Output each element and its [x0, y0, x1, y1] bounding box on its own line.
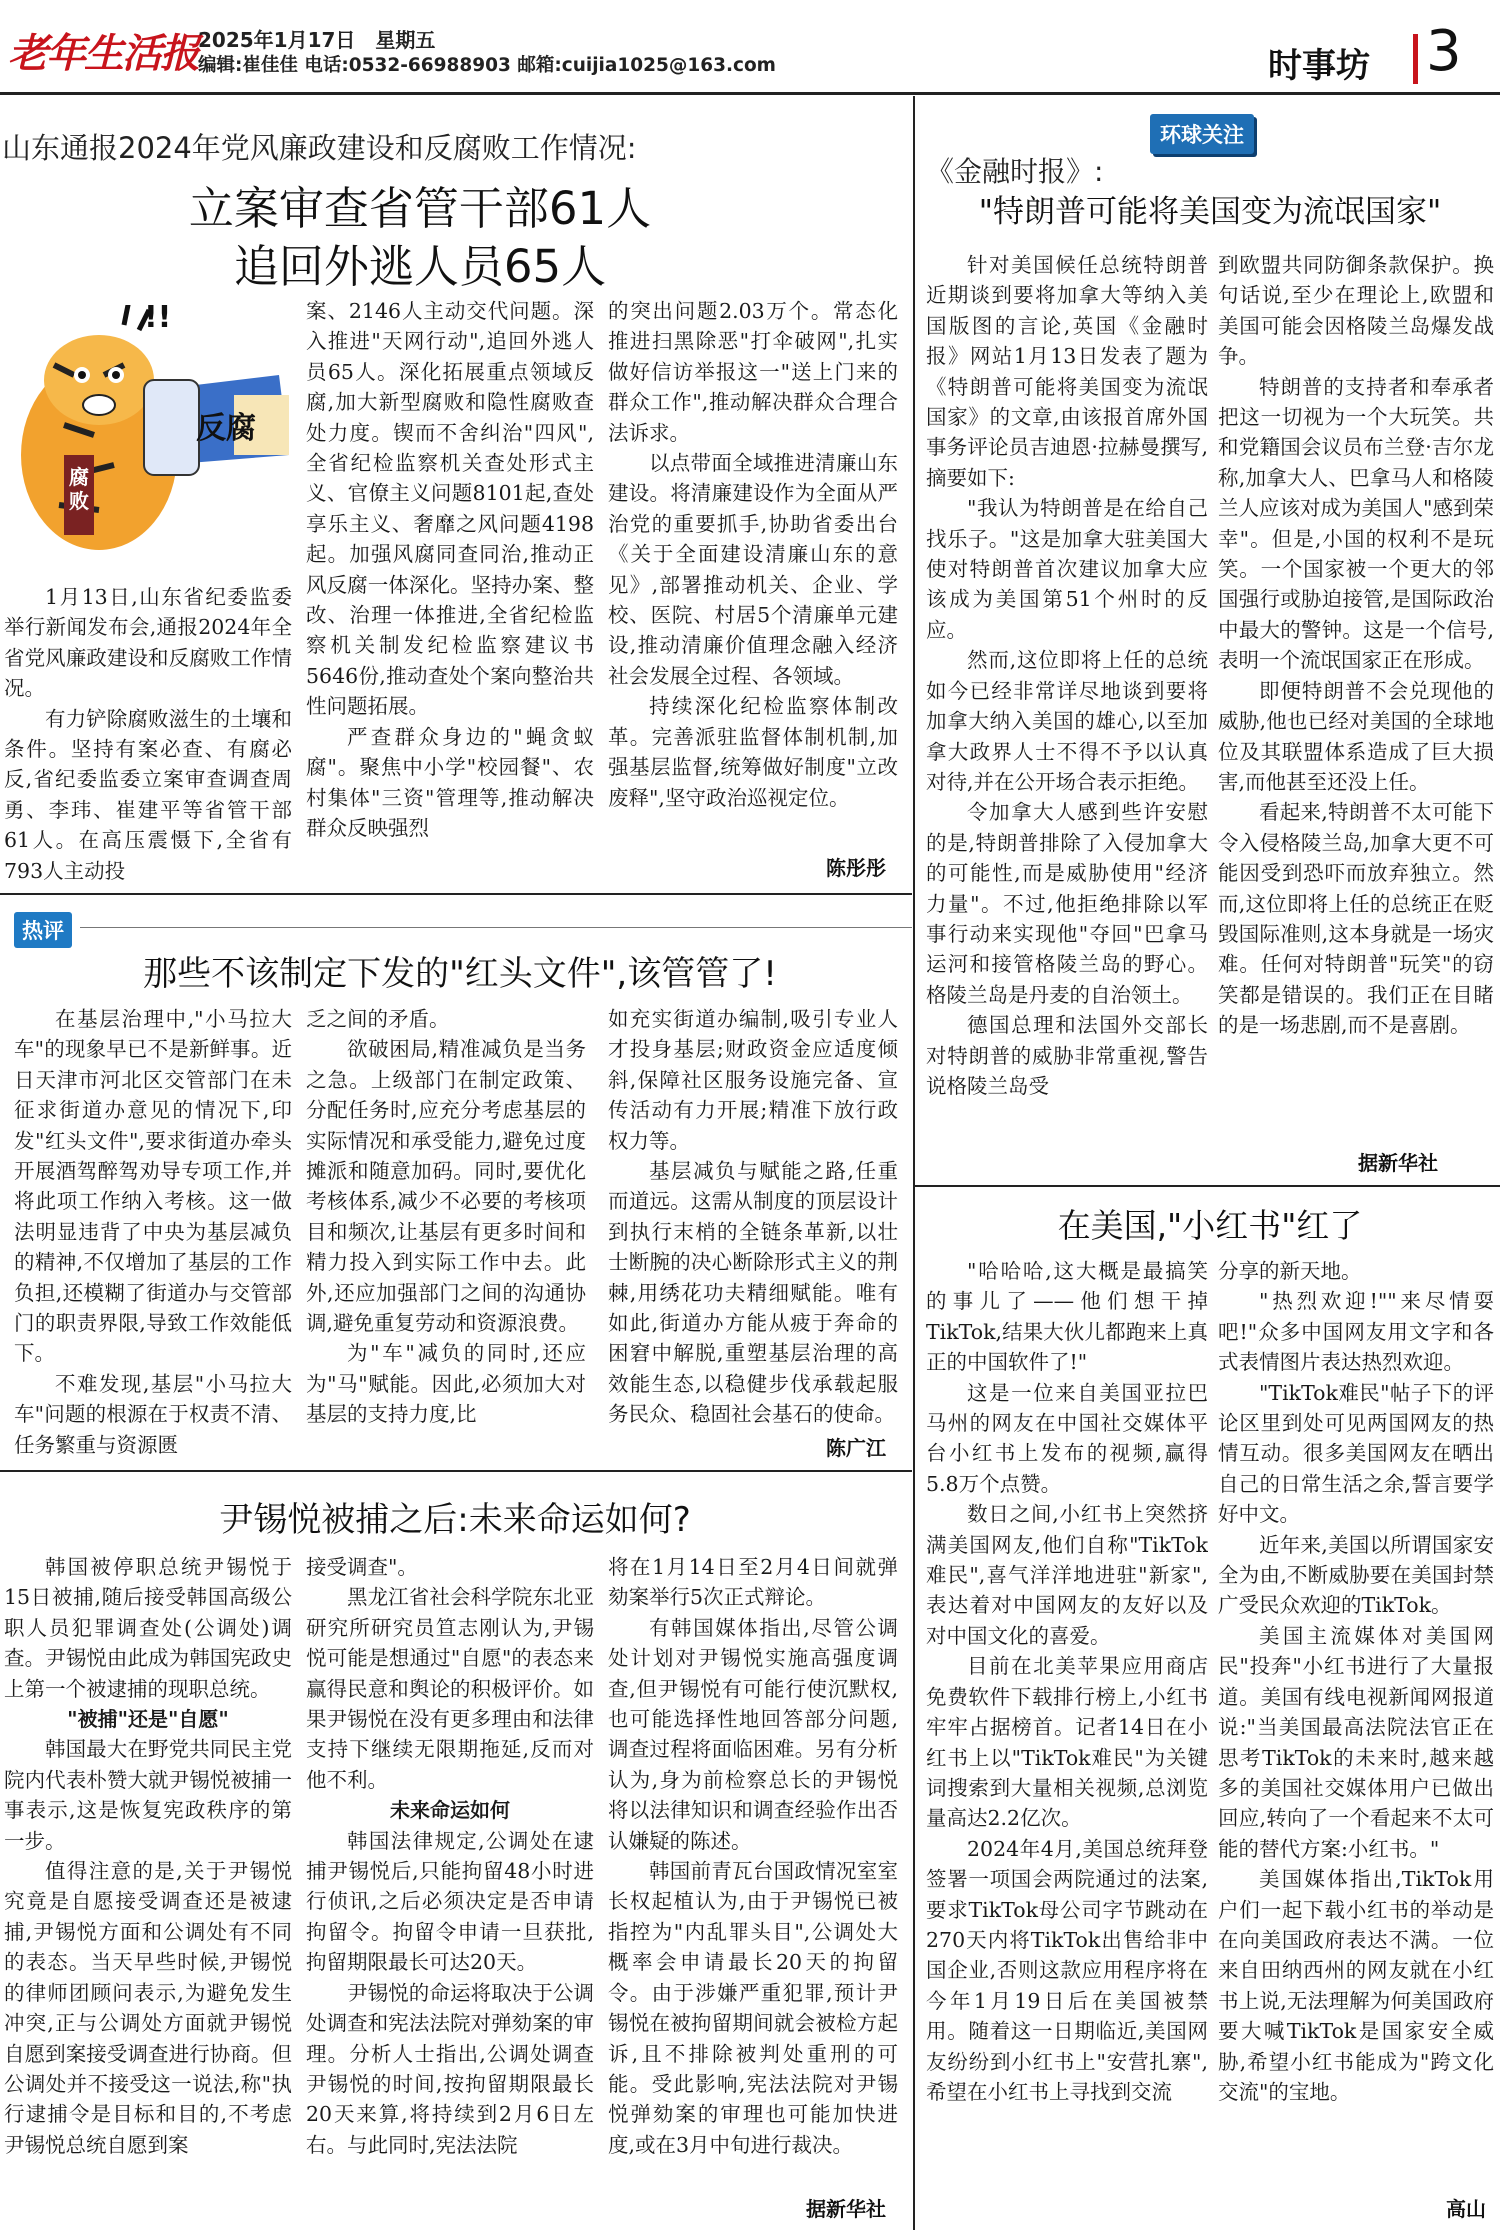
paragraph: 黑龙江省社会科学院东北亚研究所研究员笪志刚认为,尹锡悦可能是想通过"自愿"的表态来赢得民意和舆论的积极评价。如果尹锡悦在没有更多理由和法律支持下继续无限期拖延,反而对他不利。 — [306, 1585, 594, 1792]
article1-headline-2: 追回外逃人员65人 — [233, 240, 607, 293]
paragraph: 美国媒体指出,TikTok用户们一起下载小红书的举动是在向美国政府表达不满。一位来自田纳西州的网友就在小红书上说,无法理解为何美国政府要大喊TikTok是国家安全威胁,希望小红书能成为"跨文化交流"的宝地。 — [1218, 1867, 1494, 2104]
paragraph: 乏之间的矛盾。 — [306, 1007, 450, 1031]
paragraph: 德国总理和法国外交部长对特朗普的威胁非常重视,警告说格陵兰岛受 — [926, 1013, 1208, 1098]
article2-col2 — [306, 1004, 586, 1462]
rule-left-2 — [0, 1470, 912, 1472]
rule-left-1 — [0, 893, 912, 895]
article4-kicker: 《金融时报》: — [926, 155, 1104, 188]
paragraph: 在基层治理中,"小马拉大车"的现象早已不是新鲜事。近日天津市河北区交管部门在未征求街道办意见的情况下,印发"红头文件",要求街道办牵头开展酒驾醉驾劝导专项工作,并将此项工作纳入考核。这一做法明显违背了中央为基层减负的精神,不仅增加了基层的工作负担,还模糊了街道办与交管部门的职责界限,导致工作效能低下。 — [14, 1007, 292, 1366]
article3-byline: 据新华社 — [800, 2193, 886, 2222]
section-divider — [1413, 34, 1418, 84]
paragraph: 韩国法律规定,公调处在逮捕尹锡悦后,只能拘留48小时进行侦讯,之后必须决定是否申请拘留令。拘留令申请一旦获批,拘留期限最长可达20天。 — [306, 1828, 594, 1975]
article2-tag: 热评 — [14, 912, 72, 948]
article1-col3 — [608, 296, 898, 888]
article2-col1 — [14, 1004, 292, 1462]
masthead-rule — [0, 92, 1500, 95]
paragraph: 特朗普的支持者和奉承者把这一切视为一个大玩笑。共和党籍国会议员布兰登·吉尔龙称,加拿大人、巴拿马人和格陵兰人应该对成为美国人"感到荣幸"。但是,小国的权利不是玩笑。一个国家被一个更大的邻国强行或胁迫接管,是国际政治中最大的警钟。这是一个信号,表明一个流氓国家正在形成。 — [1218, 374, 1494, 673]
article4-byline: 据新华社 — [1352, 1147, 1438, 1176]
paragraph: 以点带面全域推进清廉山东建设。将清廉建设作为全面从严治党的重要抓手,协助省委出台《关于全面建设清廉山东的意见》,部署推动机关、企业、学校、医院、村居5个清廉单元建设,推动清廉价值理念融入经济社会发展全过程、各领域。 — [608, 451, 898, 688]
article4-col2 — [1218, 250, 1494, 1180]
article1-kicker: 山东通报2024年党风廉政建设和反腐败工作情况: — [2, 131, 637, 165]
article3-col3 — [608, 1552, 898, 2224]
paragraph: 的突出问题2.03万个。常态化推进扫黑除恶"打伞破网",扎实做好信访举报这一"送上门来的群众工作",推动解决群众合理合法诉求。 — [608, 299, 898, 445]
masthead-date: 2025年1月17日 星期五 — [198, 28, 436, 52]
paragraph: "哈哈哈,这大概是最搞笑的事儿了——他们想干掉TikTok,结果大伙儿都跑来上真正的中国软件了!" — [926, 1259, 1208, 1375]
paragraph: 这是一位来自美国亚拉巴马州的网友在中国社交媒体平台小红书上发布的视频,赢得5.8万个点赞。 — [926, 1380, 1208, 1496]
paragraph: 为"车"减负的同时,还应为"马"赋能。因此,必须加大对基层的支持力度,比 — [306, 1341, 586, 1427]
article4-col1 — [926, 250, 1208, 1180]
article1-col2 — [306, 296, 594, 888]
paragraph: 有力铲除腐败滋生的土壤和条件。坚持有案必查、有腐必反,省纪委监委立案审查调查周勇、李玮、崔建平等省管干部61人。在高压震慑下,全省有793人主动投 — [4, 706, 292, 883]
main-column-divider — [913, 96, 915, 2230]
article5-col2 — [1218, 1256, 1494, 2224]
paragraph: 不难发现,基层"小马拉大车"问题的根源在于权责不清、任务繁重与资源匮 — [14, 1371, 292, 1457]
paragraph: 美国主流媒体对美国网民"投奔"小红书进行了大量报道。美国有线电视新闻网报道说:"当美国最高法院法官正在思考TikTok的未来时,越来越多的美国社交媒体用户已做出回应,转向了一个看起来不太可能的替代方案:小红书。" — [1218, 1623, 1494, 1861]
paragraph: 然而,这位即将上任的总统如今已经非常详尽地谈到要将加拿大纳入美国的雄心,以至加拿大政界人士不得不予以认真对待,并在公开场合表示拒绝。 — [926, 648, 1208, 794]
paragraph: 韩国最大在野党共同民主党院内代表朴赞大就尹锡悦被捕一事表示,这是恢复宪政秩序的第一步。 — [4, 1737, 292, 1853]
paragraph: 尹锡悦的命运将取决于公调处调查和宪法法院对弹劾案的审理。分析人士指出,公调处调查尹锡悦的时间,按拘留期限最长20天来算,将持续到2月6日左右。与此同时,宪法法院 — [306, 1980, 594, 2157]
paragraph: 2024年4月,美国总统拜登签署一项国会两院通过的法案,要求TikTok母公司字节跳动在270天内将TikTok出售给非中国企业,否则这款应用程序将在今年1月19日后在美国被禁用。随着这一日期临近,美国网友纷纷到小红书上"安营扎寨",希望在小红书上寻找到交流 — [926, 1836, 1208, 2104]
masthead-logo: 老年生活报 — [8, 31, 198, 77]
article2-tag-rule — [80, 927, 912, 928]
anti-corruption-illustration — [4, 305, 294, 575]
article4-headline: "特朗普可能将美国变为流氓国家" — [978, 194, 1442, 230]
article1-col1 — [4, 582, 292, 888]
article5-headline: 在美国,"小红书"红了 — [1057, 1206, 1363, 1245]
svg-text:!!: !! — [144, 305, 172, 335]
paragraph: 数日之间,小红书上突然挤满美国网友,他们自称"TikTok难民",喜气洋洋地进驻"新家",表达着对中国网友的友好以及对中国文化的喜爱。 — [926, 1502, 1208, 1648]
article3-col1 — [4, 1552, 292, 2224]
article3-headline: 尹锡悦被捕之后:未来命运如何? — [219, 1500, 691, 1540]
illustration-label-corruption: 腐败 — [69, 465, 89, 513]
paragraph: 令加拿大人感到些许安慰的是,特朗普排除了入侵加拿大的可能性,而是威胁使用"经济力量"。不过,他拒绝排除以军事行动来实现他"夺回"巴拿马运河和接管格陵兰岛的野心。格陵兰岛是丹麦的自治领土。 — [926, 800, 1208, 1007]
page-number: 3 — [1426, 19, 1462, 84]
paragraph: 值得注意的是,关于尹锡悦究竟是自愿接受调查还是被逮捕,尹锡悦方面和公调处有不同的表态。当天早些时候,尹锡悦的律师团顾问表示,为避免发生冲突,正与公调处方面就尹锡悦自愿到案接受调查进行协商。但公调处并不接受这一说法,称"执行逮捕令是目标和目的,不考虑尹锡悦总统自愿到案 — [4, 1859, 292, 2157]
paragraph: 欲破困局,精准减负是当务之急。上级部门在制定政策、分配任务时,应充分考虑基层的实际情况和承受能力,避免过度摊派和随意加码。同时,要优化考核体系,减少不必要的考核项目和频次,让基层有更多时间和精力投入到实际工作中去。此外,还应加强部门之间的沟通协调,避免重复劳动和资源浪费。 — [306, 1037, 586, 1336]
subheading: "被捕"还是"自愿" — [67, 1707, 229, 1732]
paragraph: 韩国被停职总统尹锡悦于15日被捕,随后接受韩国高级公职人员犯罪调查处(公调处)调查。尹锡悦由此成为韩国宪政史上第一个被逮捕的现职总统。 — [4, 1555, 292, 1701]
paragraph: 针对美国候任总统特朗普近期谈到要将加拿大等纳入美国版图的言论,英国《金融时报》网站1月13日发表了题为《特朗普可能将美国变为流氓国家》的文章,由该报首席外国事务评论员吉迪恩·拉赫曼撰写,摘要如下: — [926, 253, 1208, 490]
illustration-label-anticorruption: 反腐 — [196, 411, 256, 446]
subheading: 未来命运如何 — [390, 1798, 510, 1823]
paragraph: 近年来,美国以所谓国家安全为由,不断威胁要在美国封禁广受民众欢迎的TikTok。 — [1218, 1532, 1494, 1618]
section-name: 时事坊 — [1268, 46, 1370, 86]
paragraph: 目前在北美苹果应用商店免费软件下载排行榜上,小红书牢牢占据榜首。记者14日在小红书上以"TikTok难民"为关键词搜索到大量相关视频,总浏览量高达2.2亿次。 — [926, 1654, 1208, 1831]
article2-byline: 陈广江 — [820, 1432, 886, 1461]
paragraph: 严查群众身边的"蝇贪蚁腐"。聚焦中小学"校园餐"、农村集体"三资"管理等,推动解决群众反映强烈 — [306, 724, 594, 840]
article5-byline: 高山 — [1440, 2193, 1486, 2222]
article2-col3 — [608, 1004, 898, 1462]
paragraph: 如充实街道办编制,吸引专业人才投身基层;财政资金应适度倾斜,保障社区服务设施完备、宣传活动有力开展;精准下放行政权力等。 — [608, 1007, 898, 1153]
article5-col1 — [926, 1256, 1208, 2224]
paragraph: 将在1月14日至2月4日间就弹劾案举行5次正式辩论。 — [608, 1555, 898, 1610]
paragraph: 持续深化纪检监察体制改革。完善派驻监督体制机制,加强基层监督,统筹做好制度"立改废释",坚守政治巡视定位。 — [608, 694, 898, 810]
paragraph: 看起来,特朗普不太可能下令入侵格陵兰岛,加拿大更不可能因受到恐吓而放弃独立。然而,这位即将上任的总统正在贬毁国际准则,这本身就是一场灾难。任何对特朗普"玩笑"的窃笑都是错误的。我们正在目睹的是一场悲剧,而不是喜剧。 — [1218, 800, 1494, 1038]
paragraph: 到欧盟共同防御条款保护。换句话说,至少在理论上,欧盟和美国可能会因格陵兰岛爆发战争。 — [1218, 253, 1494, 369]
paragraph: "我认为特朗普是在给自己找乐子。"这是加拿大驻美国大使对特朗普首次建议加拿大应该成为美国第51个州时的反应。 — [926, 496, 1208, 642]
article2-headline: 那些不该制定下发的"红头文件",该管管了! — [143, 954, 777, 994]
rule-right-1 — [915, 1185, 1500, 1187]
paragraph: 即便特朗普不会兑现他的威胁,他也已经对美国的全球地位及其联盟体系造成了巨大损害,而他甚至还没上任。 — [1218, 678, 1494, 794]
article1-byline: 陈彤彤 — [820, 852, 886, 881]
article1-headline-1: 立案审查省管干部61人 — [188, 182, 652, 235]
article3-col2 — [306, 1552, 594, 2224]
paragraph: 分享的新天地。 — [1218, 1259, 1362, 1283]
article4-tag: 环球关注 — [1150, 114, 1254, 154]
paragraph: 有韩国媒体指出,尽管公调处计划对尹锡悦实施高强度调查,但尹锡悦有可能行使沉默权,也可能选择性地回答部分问题,调查过程将面临困难。另有分析认为,身为前检察总长的尹锡悦将以法律知识和调查经验作出否认嫌疑的陈述。 — [608, 1615, 898, 1853]
paragraph: 接受调查"。 — [306, 1555, 418, 1579]
paragraph: 基层减负与赋能之路,任重而道远。这需从制度的顶层设计到执行末梢的全链条革新,以壮士断腕的决心断除形式主义的荆棘,用绣花功夫精细赋能。唯有如此,街道办方能从疲于奔命的困窘中解脱,重塑基层治理的高效能生态,以稳健步伐承载起服务民众、稳固社会基石的使命。 — [608, 1159, 898, 1427]
paragraph: "热烈欢迎!""来尽情耍吧!"众多中国网友用文字和各式表情图片表达热烈欢迎。 — [1218, 1289, 1494, 1375]
paragraph: 韩国前青瓦台国政情况室室长权起植认为,由于尹锡悦已被指控为"内乱罪头目",公调处大概率会申请最长20天的拘留令。由于涉嫌严重犯罪,预计尹锡悦在被拘留期间就会被检方起诉,且不排除被判处重刑的可能。受此影响,宪法法院对尹锡悦弹劾案的审理也可能加快进度,或在3月中旬进行裁决。 — [608, 1859, 898, 2157]
paragraph: "TikTok难民"帖子下的评论区里到处可见两国网友的热情互动。很多美国网友在晒出自己的日常生活之余,誓言要学好中文。 — [1218, 1380, 1494, 1527]
paragraph: 1月13日,山东省纪委监委举行新闻发布会,通报2024年全省党风廉政建设和反腐败工作情况。 — [4, 585, 292, 701]
paragraph: 案、2146人主动交代问题。深入推进"天网行动",追回外逃人员65人。深化拓展重点领域反腐,加大新型腐败和隐性腐败查处力度。锲而不舍纠治"四风",全省纪检监察机关查处形式主义、官僚主义问题8101起,查处享乐主义、奢靡之风问题4198起。加强风腐同查同治,推动正风反腐一体深化。坚持办案、整改、治理一体推进,全省纪检监察机关制发纪检监察建议书5646份,推动查处个案向整治共性问题拓展。 — [306, 299, 594, 719]
masthead-editor: 编辑:崔佳佳 电话:0532-66988903 邮箱:cuijia1025@163.com — [198, 55, 776, 76]
